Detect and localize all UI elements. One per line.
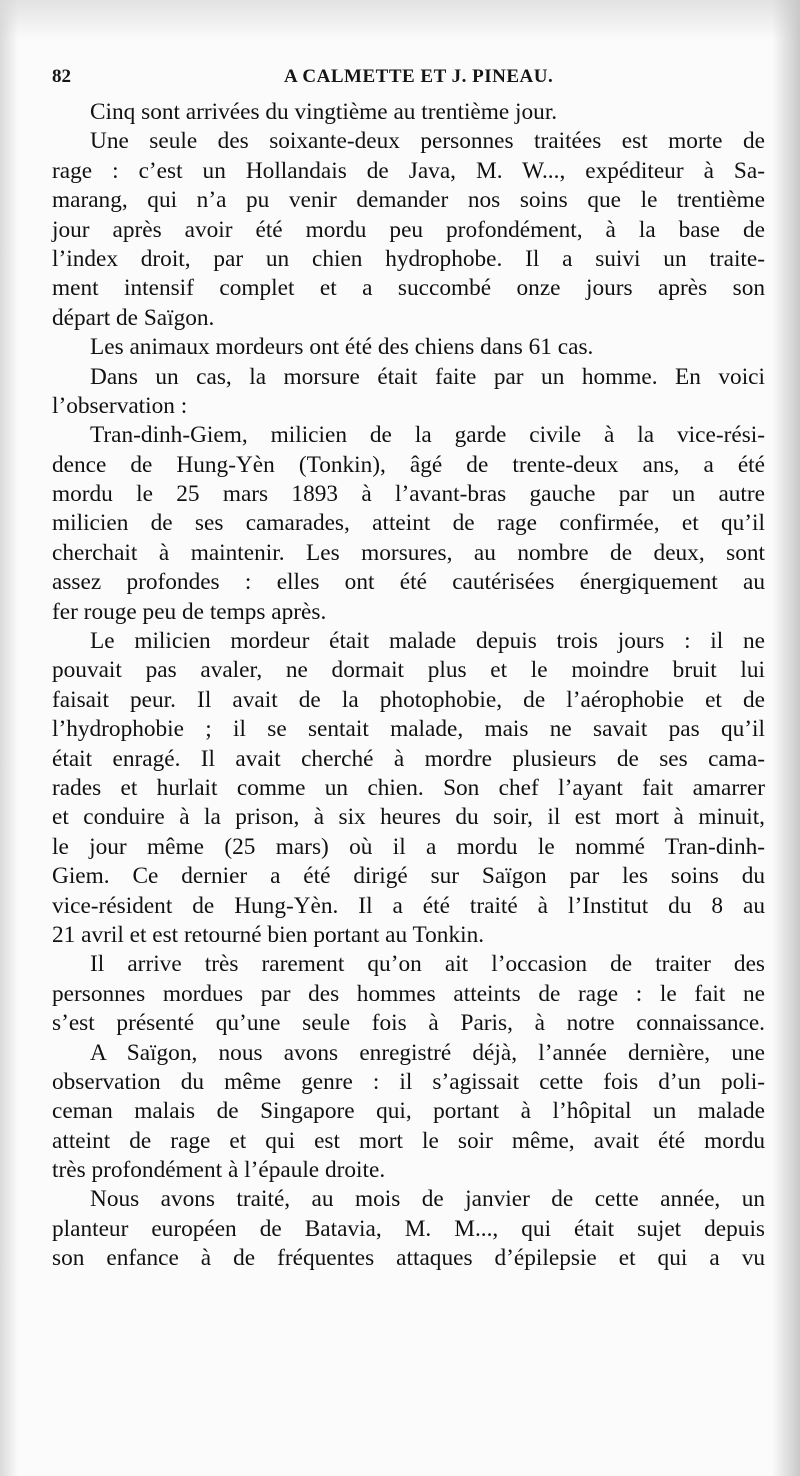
text-line: faisait peur. Il avait de la photophobie, de l’aérophobie et de	[52, 686, 765, 713]
text-line: Dans un cas, la morsure était faite par un homme. En voici	[90, 363, 765, 390]
scan-shadow-right	[772, 0, 800, 1476]
text-line: l’index droit, par un chien hydrophobe. Il a suivi un traite-	[52, 245, 765, 272]
text-line: Une seule des soixante-deux personnes traitées est morte de	[90, 128, 765, 155]
text-line: A Saïgon, nous avons enregistré déjà, l’année dernière, une	[90, 1039, 765, 1066]
text-line: cherchait à maintenir. Les morsures, au nombre de deux, sont	[52, 539, 765, 566]
text-line: Tran-dinh-Giem, milicien de la garde civile à la vice-rési-	[90, 422, 765, 449]
text-line: milicien de ses camarades, atteint de rage confirmée, et qu’il	[52, 510, 765, 537]
text-line: Il arrive très rarement qu’on ait l’occasion de traiter des	[90, 951, 765, 978]
text-line: mordu le 25 mars 1893 à l’avant-bras gauche par un autre	[52, 481, 765, 508]
text-line: l’observation :	[52, 392, 188, 419]
text-line: marang, qui n’a pu venir demander nos soins que le trentième	[52, 187, 765, 214]
text-line: Cinq sont arrivées du vingtième au trentième jour.	[90, 99, 558, 125]
text-line: et conduire à la prison, à six heures du soir, il est mort à minuit,	[52, 804, 765, 831]
text-line: départ de Saïgon.	[52, 304, 215, 331]
text-line: assez profondes : elles ont été cautérisées énergiquement au	[52, 569, 765, 596]
text-line: personnes mordues par des hommes atteints de rage : le fait ne	[52, 980, 765, 1007]
text-line: Nous avons traité, au mois de janvier de cette année, un	[90, 1186, 765, 1213]
text-line: Le milicien mordeur était malade depuis trois jours : il ne	[90, 628, 765, 655]
text-line: planteur européen de Batavia, M. M..., qui était sujet depuis	[52, 1215, 765, 1242]
text-line: très profondément à l’épaule droite.	[52, 1157, 386, 1184]
text-line: rage : c’est un Hollandais de Java, M. W..., expéditeur à Sa-	[52, 157, 765, 184]
text-line: son enfance à de fréquentes attaques d’épilepsie et qui a vu	[52, 1245, 765, 1272]
text-line: Giem. Ce dernier a été dirigé sur Saïgon par les soins du	[52, 863, 765, 890]
text-line: ceman malais de Singapore qui, portant à l’hôpital un malade	[52, 1098, 765, 1125]
text-line: jour après avoir été mordu peu profondément, à la base de	[52, 216, 765, 243]
page-header	[52, 66, 752, 94]
text-line: vice-résident de Hung-Yèn. Il a été traité à l’Institut du 8 au	[52, 892, 765, 919]
text-line: l’hydrophobie ; il se sentait malade, mais ne savait pas qu’il	[52, 716, 765, 743]
text-line: observation du même genre : il s’agissait cette fois d’un poli-	[52, 1068, 765, 1095]
text-line: Les animaux mordeurs ont été des chiens dans 61 cas.	[90, 334, 594, 361]
text-line: s’est présenté qu’une seule fois à Paris, à notre connaissance.	[52, 1010, 765, 1037]
scan-shadow-top	[0, 0, 800, 40]
text-line: dence de Hung-Yèn (Tonkin), âgé de trente-deux ans, a été	[52, 451, 765, 478]
text-line: fer rouge peu de temps après.	[52, 598, 327, 625]
scan-shadow-left	[0, 0, 18, 1476]
text-line: était enragé. Il avait cherché à mordre plusieurs de ses cama-	[52, 745, 765, 772]
text-line: pouvait pas avaler, ne dormait plus et le moindre bruit lui	[52, 657, 765, 684]
text-line: 21 avril et est retourné bien portant au Tonkin.	[52, 921, 485, 948]
text-line: ment intensif complet et a succombé onze jours après son	[52, 275, 765, 302]
text-line: atteint de rage et qui est mort le soir même, avait été mordu	[52, 1127, 765, 1154]
text-line: le jour même (25 mars) où il a mordu le nommé Tran-dinh-	[52, 833, 765, 860]
running-head: A CALMETTE ET J. PINEAU.	[284, 66, 554, 87]
page-number: 82	[52, 66, 71, 87]
body-text	[52, 98, 765, 1274]
text-line: rades et hurlait comme un chien. Son chef l’ayant fait amarrer	[52, 774, 765, 801]
